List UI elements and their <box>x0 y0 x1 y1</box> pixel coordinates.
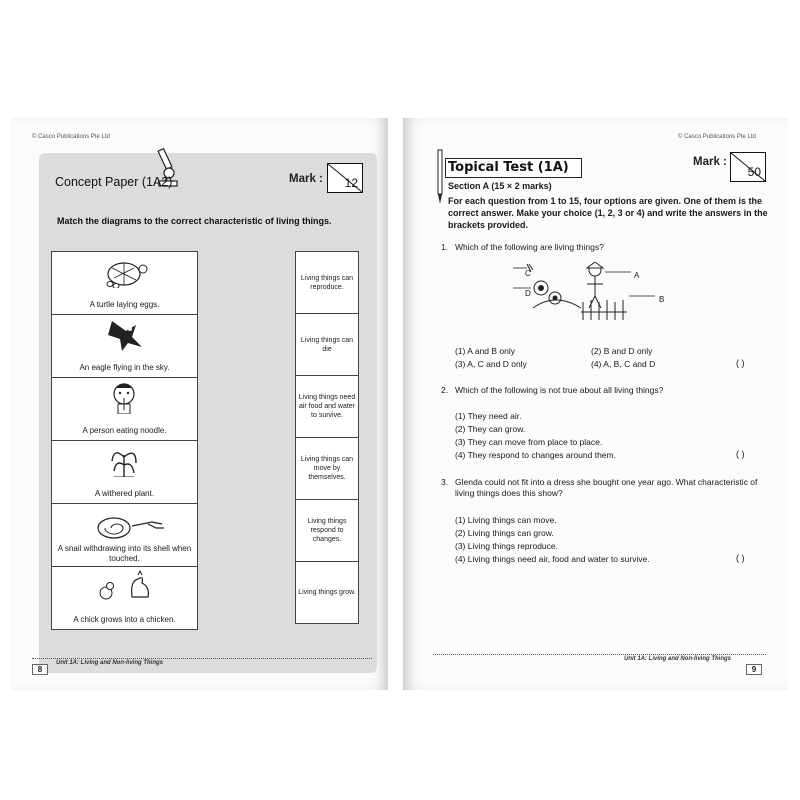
mark-box <box>730 152 766 182</box>
question-text: Which of the following are living things? <box>455 242 604 252</box>
option: (4) Living things need air, food and water to survive. <box>455 554 650 564</box>
answer-bracket[interactable]: ( ) <box>736 449 745 459</box>
characteristic-cell: Living things can move by themselves. <box>296 437 358 499</box>
characteristic-cell: Living things can reproduce. <box>300 274 354 291</box>
footer-text: Unit 1A: Living and Non-living Things <box>624 656 731 662</box>
question-text: Which of the following is not true about all living things? <box>455 385 664 395</box>
mark-label: Mark : <box>289 173 323 185</box>
diagram-cell <box>52 440 197 503</box>
label-d: D <box>525 289 531 298</box>
characteristic-cell: Living things grow. <box>296 561 358 623</box>
footer-text: Unit 1A: Living and Non-living Things <box>56 660 163 666</box>
question-number: 2. <box>441 385 449 395</box>
diagram-cell <box>52 503 197 566</box>
instruction: Match the diagrams to the correct characteristic of living things. <box>57 216 332 226</box>
option: (1) Living things can move. <box>455 515 557 525</box>
question-3 <box>441 477 771 501</box>
diagram-caption: An eagle flying in the sky. <box>79 363 170 372</box>
page-title: Topical Test (1A) <box>448 160 569 175</box>
answer-bracket[interactable]: ( ) <box>736 553 745 563</box>
section-heading: Section A (15 × 2 marks) <box>448 181 552 191</box>
turtle-icon <box>52 254 197 288</box>
page-number: 8 <box>32 664 48 675</box>
person-eating-icon <box>52 380 197 414</box>
option: (2) B and D only <box>591 346 653 356</box>
diagram-cell <box>52 252 197 314</box>
chick-chicken-icon <box>52 569 197 603</box>
footer-rule <box>32 658 372 659</box>
characteristic-cell: Living things respond to changes. <box>296 499 358 561</box>
question-1 <box>441 242 771 254</box>
question-number: 1. <box>441 242 449 252</box>
copyright-text: © Casco Publications Pte Ltd <box>32 134 110 140</box>
page-number: 9 <box>746 664 762 675</box>
concept-paper-panel <box>39 153 377 673</box>
question-text: Glenda could not fit into a dress she bought one year ago. What characteristic of living things does this show? <box>455 477 758 498</box>
diagram-cell <box>52 566 197 629</box>
eagle-icon <box>52 317 197 351</box>
characteristics-table <box>295 251 359 624</box>
snail-icon <box>52 506 197 540</box>
option: (1) They need air. <box>455 411 522 421</box>
withered-plant-icon <box>52 443 197 477</box>
option: (3) Living things reproduce. <box>455 541 559 551</box>
label-b: B <box>659 295 665 304</box>
page-title: Concept Paper (1A2) <box>55 175 173 189</box>
instructions: For each question from 1 to 15, four options are given. One of them is the correct answer. Make your choice (1, 2, 3 or 4) and write the answers in the brackets provided. <box>448 196 768 230</box>
mark-total: 12 <box>344 176 358 190</box>
diagram-cell <box>52 377 197 440</box>
option: (3) A, C and D only <box>455 359 527 369</box>
diagram-caption: A chick grows into a chicken. <box>73 615 176 624</box>
question-number: 3. <box>441 477 449 487</box>
diagram-cell <box>52 314 197 377</box>
label-c: C <box>525 269 531 278</box>
diagram-caption: A person eating noodle. <box>82 426 167 435</box>
option: (3) They can move from place to place. <box>455 437 603 447</box>
characteristic-cell: Living things can die <box>296 313 358 375</box>
option: (4) They respond to changes around them. <box>455 450 616 460</box>
garden-illustration <box>483 262 683 332</box>
mark-label: Mark : <box>693 156 727 168</box>
question-2 <box>441 385 771 397</box>
diagram-caption: A turtle laying eggs. <box>89 300 160 309</box>
option: (2) They can grow. <box>455 424 526 434</box>
diagram-caption: A withered plant. <box>94 489 155 498</box>
diagram-caption: A snail withdrawing into its shell when touched. <box>57 544 192 563</box>
footer-rule <box>433 654 766 655</box>
label-a: A <box>634 271 640 280</box>
left-page <box>10 118 388 690</box>
option: (1) A and B only <box>455 346 516 356</box>
mark-total: 50 <box>747 165 761 179</box>
mark-box <box>327 163 363 193</box>
diagram-table <box>51 251 198 630</box>
copyright-text: © Casco Publications Pte Ltd <box>678 134 756 140</box>
right-page <box>403 118 788 690</box>
characteristic-cell: Living things need air food and water to survive. <box>296 375 358 437</box>
answer-bracket[interactable]: ( ) <box>736 358 745 368</box>
option: (2) Living things can grow. <box>455 528 554 538</box>
option: (4) A, B, C and D <box>591 359 656 369</box>
